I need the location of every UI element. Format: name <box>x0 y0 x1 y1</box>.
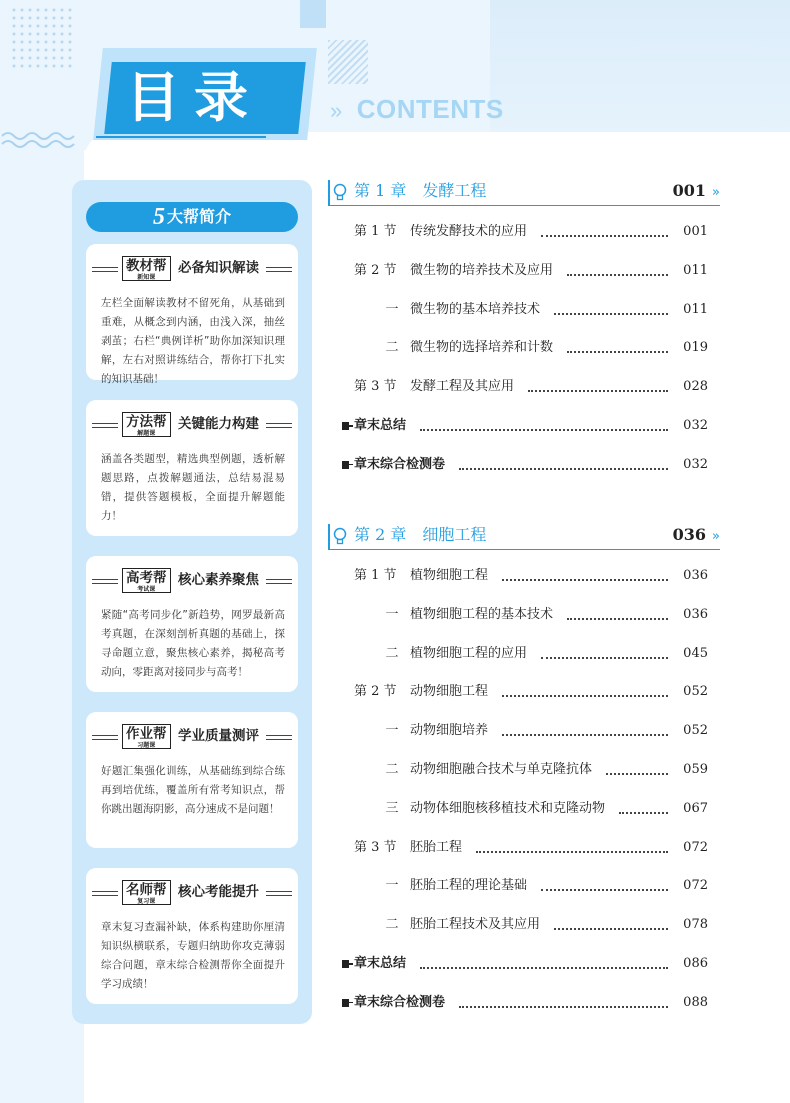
toc-entry-title: 动物体细胞核移植技术和克隆动物 <box>410 799 611 819</box>
section-number: 第 3 节 <box>354 379 397 395</box>
double-chevron-icon: » <box>330 98 343 123</box>
subsection-number: 二 <box>385 762 399 777</box>
toc-entry-page: 088 <box>683 994 708 1010</box>
toc-entry-title: 章末综合检测卷 <box>354 993 451 1013</box>
toc-entry-page: 052 <box>683 684 708 700</box>
intro-card-subtitle: 核心素养聚焦 <box>178 572 259 588</box>
square-bullet-icon <box>342 422 349 430</box>
dot-leader <box>502 579 668 581</box>
toc-row[interactable] <box>328 300 708 320</box>
dot-leader <box>541 235 668 237</box>
toc-entry-page: 032 <box>683 418 708 433</box>
title-underline <box>96 136 266 138</box>
chapter-name: 细胞工程 <box>422 525 487 544</box>
page-title: 目录 <box>126 66 262 129</box>
intro-card-tag <box>122 724 171 749</box>
title-rule-left <box>92 579 118 584</box>
title-rule-right <box>266 267 292 272</box>
chapter-heading[interactable] <box>328 524 720 550</box>
title-rule-right <box>266 579 292 584</box>
toc-row[interactable] <box>328 682 708 702</box>
toc-entry-page: 011 <box>683 301 708 317</box>
title-rule-left <box>92 735 118 740</box>
contents-label: CONTENTS <box>356 94 504 124</box>
intro-card-title <box>86 568 298 594</box>
toc-entry-page: 067 <box>683 800 708 816</box>
title-rule-left <box>92 267 118 272</box>
toc-entry-page: 001 <box>683 224 708 239</box>
toc-row[interactable] <box>328 261 708 281</box>
toc-entry-title: 植物细胞工程 <box>410 566 494 586</box>
toc-entry-title: 植物细胞工程的基本技术 <box>410 605 559 625</box>
dot-leader <box>554 928 668 930</box>
intro-card-tag-label: 作业帮 <box>126 726 167 742</box>
toc-entry-page: 019 <box>683 340 708 356</box>
toc-entry-page: 011 <box>683 262 708 278</box>
intro-card-tag-label: 教材帮 <box>126 258 167 274</box>
intro-card-title <box>86 880 298 906</box>
contents-heading <box>330 94 504 125</box>
title-rule-right <box>266 423 292 428</box>
toc-row[interactable] <box>328 915 708 935</box>
wave-decoration <box>0 128 80 168</box>
toc-entry-page: 052 <box>683 723 708 739</box>
toc-entry-page: 072 <box>683 839 708 855</box>
title-rule-right <box>266 735 292 740</box>
toc-entry-page: 032 <box>683 456 708 472</box>
section-number: 第 3 节 <box>354 839 397 855</box>
chapter-heading-bar <box>328 180 330 206</box>
chevron-right-icon: » <box>712 185 720 200</box>
intro-card <box>86 244 298 385</box>
section-number: 第 1 节 <box>354 224 397 239</box>
dot-leader <box>567 274 668 276</box>
hatch-decoration <box>328 40 368 84</box>
toc-entry-page: 086 <box>683 956 708 971</box>
title-rule-right <box>266 891 292 896</box>
chapter-underline <box>328 205 720 207</box>
section-number: 第 2 节 <box>354 262 397 278</box>
intro-card-title <box>86 256 298 282</box>
toc-entry-title: 章末总结 <box>354 954 412 974</box>
intro-panel-heading <box>86 202 298 232</box>
toc-entry-page: 045 <box>683 645 708 661</box>
toc-entry-page: 072 <box>683 878 708 894</box>
intro-card-tag <box>122 568 171 593</box>
chapter-page: 036 <box>672 525 706 544</box>
intro-card-body: 紧随“高考同步化”新趋势，网罗最新高考真题，在深刻剖析真题的基础上，探寻命题立意，聚焦核心素养，揭秘高考动向，零距离对接同步与高考！ <box>101 609 285 678</box>
toc-row[interactable] <box>328 566 708 586</box>
dot-leader <box>541 889 668 891</box>
toc-row[interactable] <box>328 721 708 741</box>
dot-leader <box>502 734 668 736</box>
subsection-number: 三 <box>385 800 399 816</box>
chapter-label <box>354 524 486 546</box>
subsection-number: 二 <box>385 340 399 356</box>
toc-row[interactable] <box>328 954 708 974</box>
toc-row[interactable] <box>328 876 708 896</box>
square-bullet-icon <box>342 960 349 968</box>
intro-heading-number: 5 <box>152 204 165 230</box>
toc-entry-page: 059 <box>683 762 708 777</box>
toc-entry-title: 传统发酵技术的应用 <box>410 222 533 242</box>
dot-leader <box>476 851 668 853</box>
intro-card-body: 好题汇集强化训练，从基础练到综合练再到培优练，覆盖所有常考知识点，帮你跳出题海阴影，高分速成不是问题！ <box>101 765 285 815</box>
intro-card-subtitle: 必备知识解读 <box>178 260 259 276</box>
toc-entry-title: 微生物的选择培养和计数 <box>410 338 559 358</box>
dot-leader <box>567 351 668 353</box>
toc-entry-page: 028 <box>683 379 708 395</box>
toc-entry-title: 胚胎工程 <box>410 838 468 858</box>
section-number: 第 1 节 <box>354 568 397 583</box>
toc-entry-title: 发酵工程及其应用 <box>410 377 520 397</box>
toc-row[interactable] <box>328 455 708 475</box>
chapter-label <box>354 180 486 202</box>
intro-card-tag-sub: 解题课 <box>137 430 156 437</box>
lightbulb-icon <box>332 182 348 202</box>
intro-card <box>86 400 298 536</box>
toc-entry-page: 036 <box>683 568 708 583</box>
chapter-name: 发酵工程 <box>422 181 487 200</box>
chapter-heading-bar <box>328 524 330 550</box>
title-rule-left <box>92 891 118 896</box>
toc-entry-title: 微生物的基本培养技术 <box>410 300 546 320</box>
toc-row[interactable] <box>328 605 708 625</box>
intro-card-subtitle: 关键能力构建 <box>178 416 259 432</box>
dot-leader <box>528 390 668 392</box>
intro-card-tag-label: 名师帮 <box>126 882 167 898</box>
intro-card-tag <box>122 256 171 281</box>
subsection-number: 二 <box>385 645 399 661</box>
square-bullet-icon <box>342 461 349 469</box>
toc-entry-page: 078 <box>683 917 708 933</box>
chapter-underline <box>328 549 720 551</box>
dot-leader <box>502 695 668 697</box>
chapter-number: 第 2 章 <box>354 525 407 544</box>
top-stripe-decoration <box>300 0 326 28</box>
intro-card-subtitle: 学业质量测评 <box>178 728 259 744</box>
subsection-number: 一 <box>385 878 399 894</box>
dot-leader <box>619 812 668 814</box>
intro-card-title <box>86 724 298 750</box>
intro-card-tag-sub: 新知课 <box>137 274 156 281</box>
dot-leader <box>459 468 668 470</box>
intro-card-tag-label: 方法帮 <box>126 414 167 430</box>
toc-row[interactable] <box>328 338 708 358</box>
chevron-right-icon: » <box>712 529 720 544</box>
toc-entry-title: 章末总结 <box>354 416 412 436</box>
toc-row[interactable] <box>328 644 708 664</box>
toc-entry-title: 动物细胞培养 <box>410 721 494 741</box>
dot-leader <box>554 313 668 315</box>
dot-leader <box>459 1006 668 1008</box>
square-bullet-icon <box>342 999 349 1007</box>
subsection-number: 一 <box>385 301 399 317</box>
section-number: 第 2 节 <box>354 684 397 700</box>
chapter-page: 001 <box>672 181 706 200</box>
toc-entry-title: 胚胎工程的理论基础 <box>410 876 533 896</box>
dot-leader <box>541 657 668 659</box>
toc-entry-title: 动物细胞工程 <box>410 682 494 702</box>
intro-card <box>86 556 298 692</box>
toc-row[interactable] <box>328 838 708 858</box>
subsection-number: 二 <box>385 917 399 933</box>
intro-card-tag-sub: 习题课 <box>137 742 156 749</box>
intro-card-body: 左栏全面解读教材不留死角，从基础到重难，从概念到内涵，由浅入深，抽丝剥茧；右栏“典例详析”助你加深知识理解，左右对照讲练结合，帮你打下扎实的知识基础！ <box>101 297 285 385</box>
intro-heading-text: 大帮简介 <box>166 207 231 226</box>
toc-row[interactable] <box>328 799 708 819</box>
chapter-heading[interactable] <box>328 180 720 206</box>
intro-card-body: 章末复习查漏补缺，体系构建助你厘清知识纵横联系，专题归纳助你攻克薄弱综合问题，章末综合检测帮你全面提升学习成绩！ <box>101 921 285 990</box>
subsection-number: 一 <box>385 723 399 739</box>
toc-entry-title: 胚胎工程技术及其应用 <box>410 915 546 935</box>
dot-leader <box>420 429 668 431</box>
toc-entry-title: 植物细胞工程的应用 <box>410 644 533 664</box>
toc-row[interactable] <box>328 416 708 436</box>
chapter-number: 第 1 章 <box>354 181 407 200</box>
toc-row[interactable] <box>328 993 708 1013</box>
intro-card <box>86 868 298 1004</box>
toc-row[interactable] <box>328 377 708 397</box>
intro-card <box>86 712 298 848</box>
intro-card-tag-sub: 复习课 <box>137 898 156 905</box>
intro-card-title <box>86 412 298 438</box>
intro-card-tag-sub: 考试课 <box>137 586 156 593</box>
intro-card-tag <box>122 412 171 437</box>
dot-leader <box>567 618 668 620</box>
toc-row[interactable] <box>328 222 708 242</box>
intro-card-tag <box>122 880 171 905</box>
intro-card-body: 涵盖各类题型，精选典型例题，透析解题思路，点拨解题通法，总结易混易错，提供答题模板，全面提升解题能力！ <box>101 453 285 522</box>
toc-entry-title: 章末综合检测卷 <box>354 455 451 475</box>
title-rule-left <box>92 423 118 428</box>
dot-leader <box>420 967 668 969</box>
toc-row[interactable] <box>328 760 708 780</box>
toc-entry-page: 036 <box>683 606 708 622</box>
lightbulb-icon <box>332 526 348 546</box>
intro-card-subtitle: 核心考能提升 <box>178 884 259 900</box>
intro-card-tag-label: 高考帮 <box>126 570 167 586</box>
subsection-number: 一 <box>385 606 399 622</box>
toc-entry-title: 微生物的培养技术及应用 <box>410 261 559 281</box>
toc-entry-title: 动物细胞融合技术与单克隆抗体 <box>410 760 598 780</box>
dot-pattern-decoration <box>10 6 72 72</box>
dot-leader <box>606 773 668 775</box>
